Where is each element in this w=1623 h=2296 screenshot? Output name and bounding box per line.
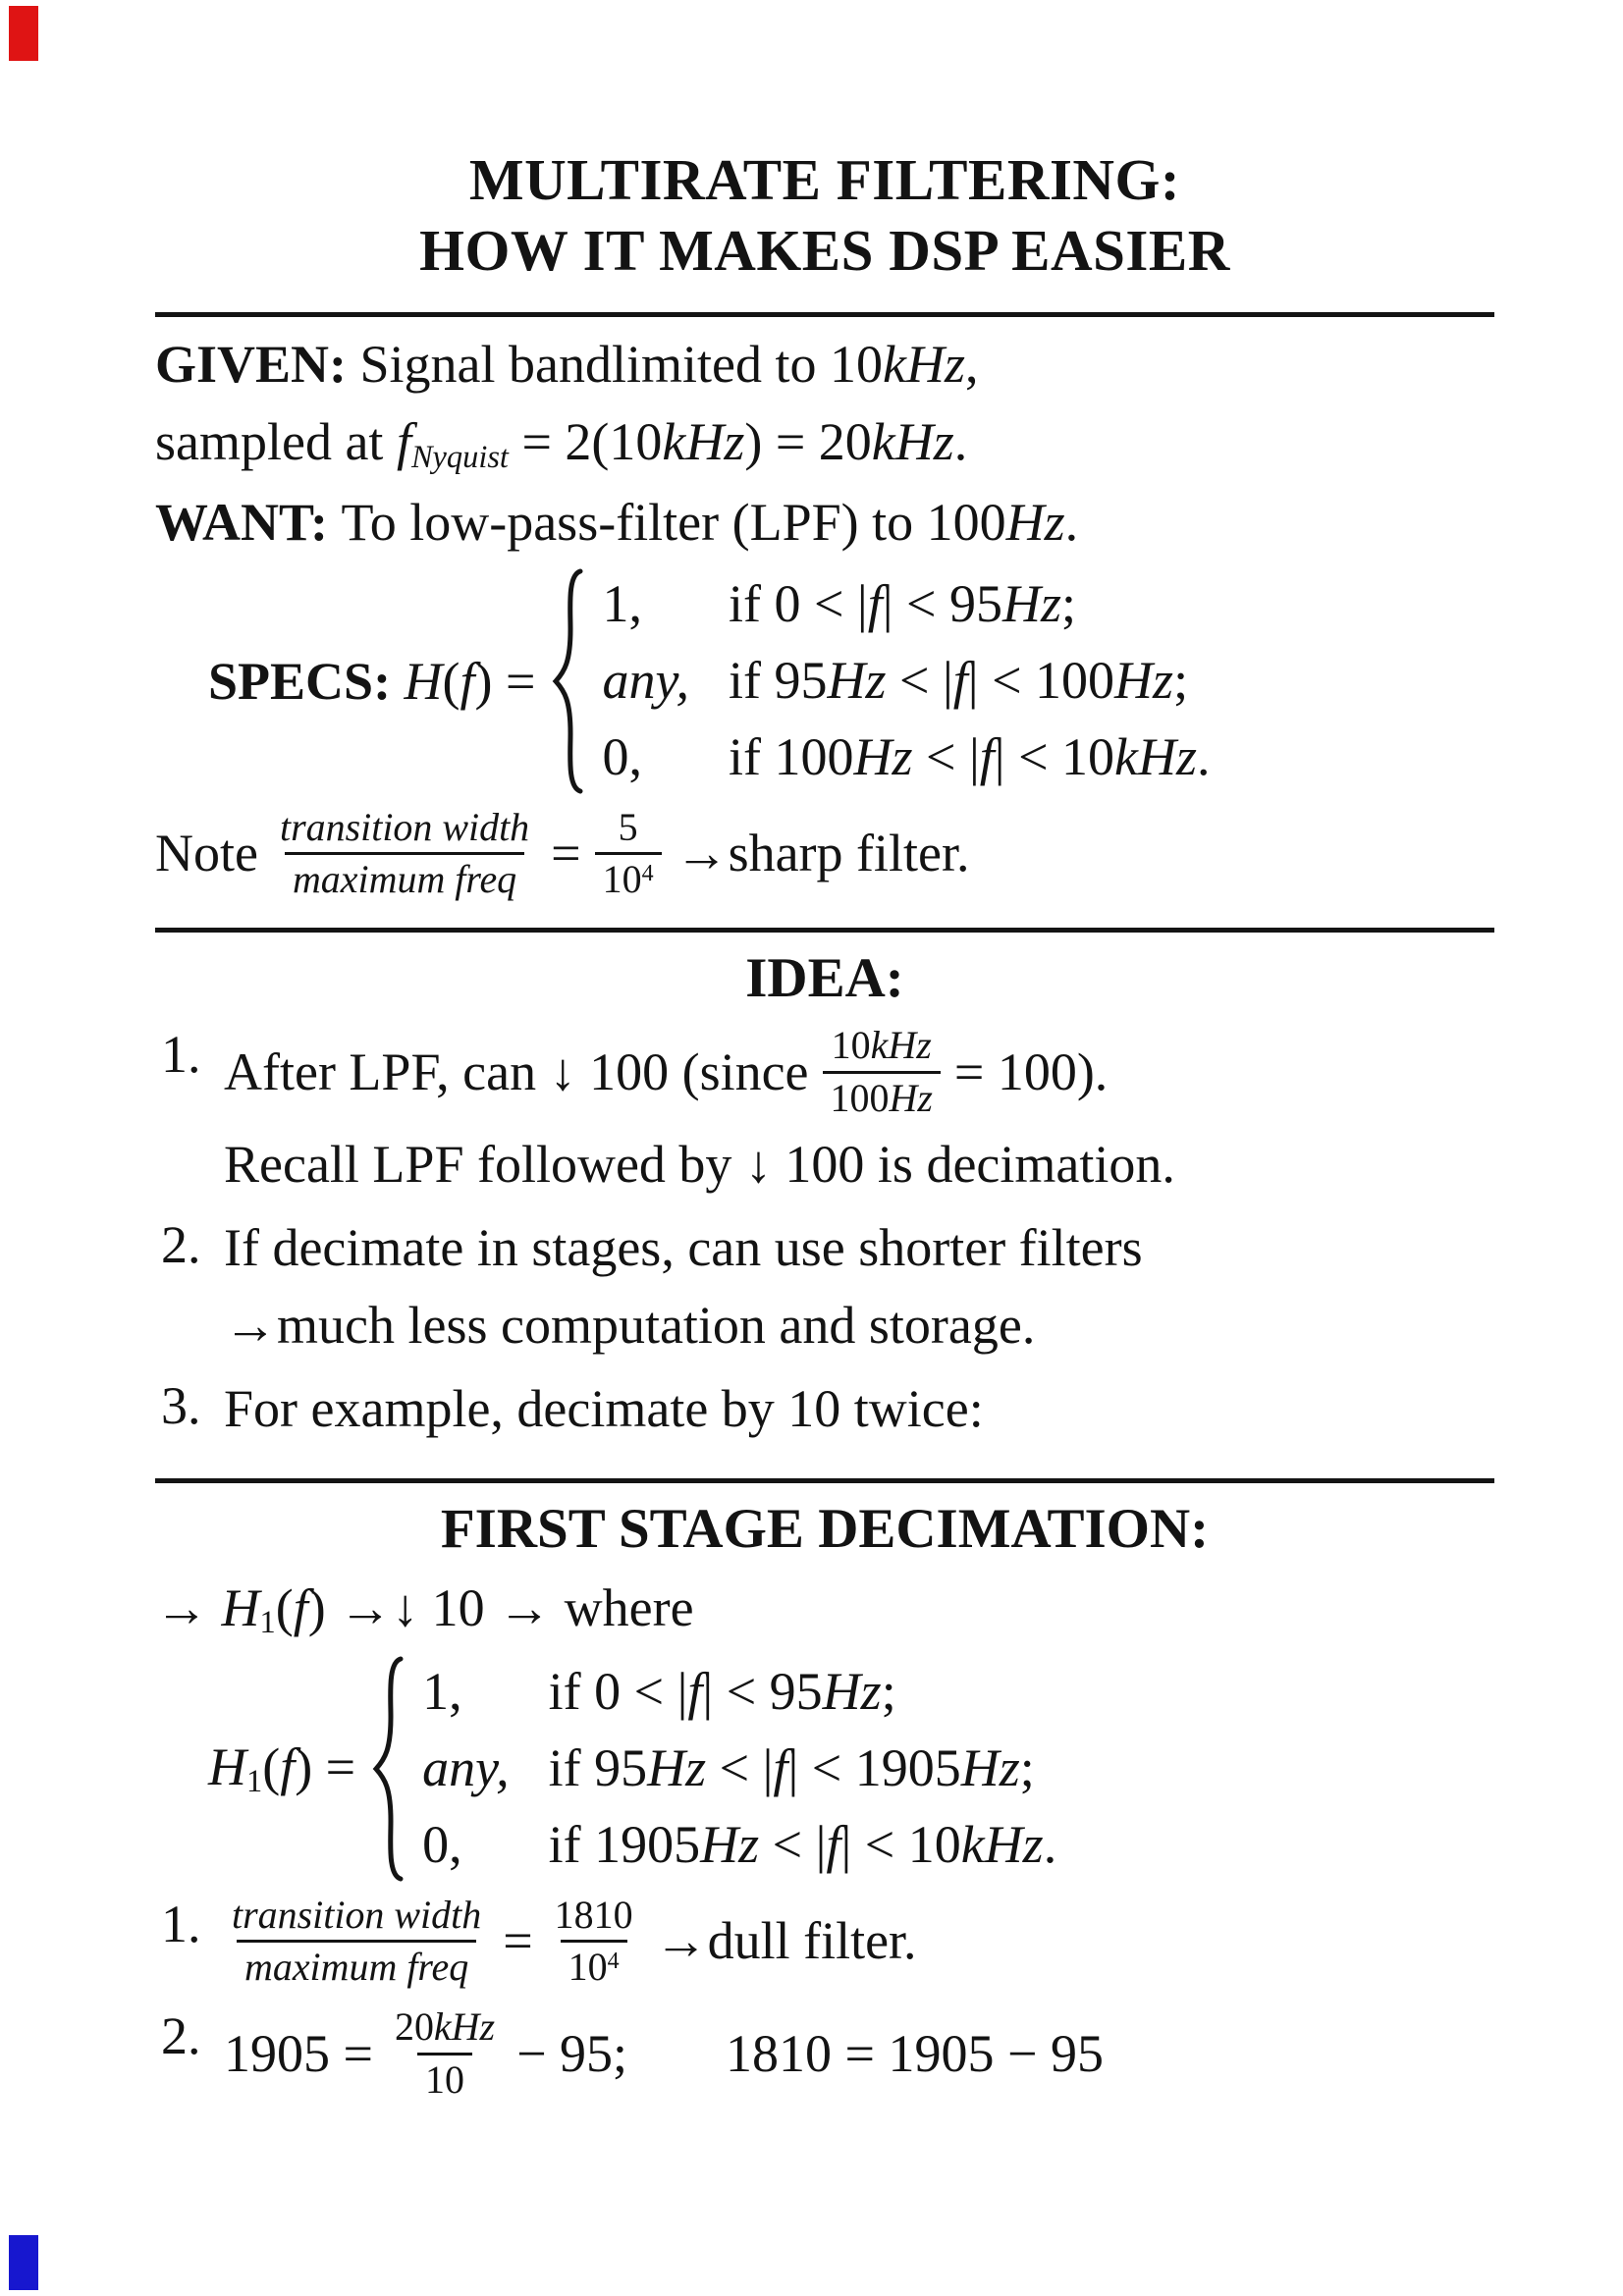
sampled-line: sampled at fNyquist = 2(10kHz) = 20kHz. [155, 412, 968, 476]
text-segment: After LPF, can ↓ 100 (since [224, 1041, 809, 1101]
fraction-numerator: 20kHz [394, 2004, 496, 2050]
specs-definition [208, 566, 1494, 796]
left-brace-icon [551, 566, 586, 796]
fraction-denominator: 100Hz [823, 1071, 941, 1121]
case-value: 1, [422, 1661, 462, 1721]
title-line-1: MULTIRATE FILTERING: [468, 147, 1181, 212]
h1-lhs: H1(f) = [208, 1737, 356, 1800]
case-value: 0, [422, 1814, 462, 1874]
case-condition: if 95Hz < |f| < 1905Hz; [548, 1737, 1035, 1797]
want-line: WANT: To low-pass-filter (LPF) to 100Hz. [155, 492, 1079, 552]
specs-cases [602, 572, 1210, 790]
idea-item3-line1: For example, decimate by 10 twice: [224, 1378, 984, 1438]
item-text [224, 2005, 1494, 2111]
case-condition: if 0 < |f| < 95Hz; [728, 573, 1077, 633]
text-segment: 1810 = 1905 − 95 [726, 2023, 1104, 2083]
section-given [155, 331, 1494, 902]
fraction-denominator: maximum freq [237, 1940, 476, 1990]
list-item [161, 1894, 1494, 2000]
fraction-numerator: 10kHz [831, 1023, 932, 1068]
divider-2 [155, 928, 1494, 933]
fraction [823, 1024, 941, 1120]
list-item [161, 1214, 1494, 1369]
first-stage-item1-line [224, 1894, 1494, 1990]
section-idea [155, 946, 1494, 1453]
fraction [272, 806, 537, 902]
note-line [155, 806, 1494, 902]
given-line: GIVEN: Signal bandlimited to 10kHz, [155, 334, 979, 394]
fraction-denominator: 10 [417, 2053, 472, 2103]
item-text [224, 1894, 1494, 2000]
list-item [161, 1375, 1494, 1453]
page-title [155, 145, 1494, 287]
equals-sign: = [551, 824, 581, 883]
red-corner-mark [9, 6, 38, 61]
title-line-2: HOW IT MAKES DSP EASIER [419, 217, 1230, 283]
case-value: any, [422, 1737, 510, 1797]
fraction-denominator: maximum freq [285, 852, 524, 902]
item-number: 2. [161, 2006, 201, 2066]
equals-sign: = [503, 1911, 533, 1971]
case-value: any, [602, 650, 689, 710]
item-number: 1. [161, 1894, 201, 1953]
idea-item2-line2: →much less computation and storage. [224, 1295, 1036, 1355]
fraction-numerator: transition width [279, 804, 530, 849]
h1-cases [422, 1660, 1056, 1878]
fraction-numerator: 5 [618, 804, 638, 849]
case-condition: if 100Hz < |f| < 10kHz. [728, 726, 1211, 786]
fraction [547, 1894, 641, 1990]
text-segment: − 95; [516, 2023, 628, 2083]
list-item [161, 1024, 1494, 1208]
case-value: 0, [602, 726, 642, 786]
blue-corner-mark [9, 2235, 38, 2290]
note-tail: →sharp filter. [675, 824, 970, 883]
text-segment: →dull filter. [654, 1911, 917, 1971]
section-first-stage [155, 1497, 1494, 2112]
idea-heading: IDEA: [745, 947, 904, 1010]
note-lead: Note [155, 824, 258, 883]
item-text [224, 1024, 1494, 1208]
fraction [224, 1894, 489, 1990]
idea-item1-line2: Recall LPF followed by ↓ 100 is decimation. [224, 1134, 1175, 1194]
fraction-denominator: $10^4$ [595, 852, 662, 902]
item-number: 2. [161, 1214, 201, 1274]
item-text [224, 1375, 1494, 1453]
decimation-flow-line: → H1(f) →↓ 10 → where [155, 1578, 694, 1641]
fraction-numerator: transition width [232, 1892, 482, 1937]
item-number: 1. [161, 1025, 201, 1085]
text-segment: = 100). [953, 1041, 1109, 1101]
list-item [161, 2005, 1494, 2111]
fraction-numerator: 1810 [554, 1892, 633, 1937]
item-text [224, 1214, 1494, 1369]
h1-definition [208, 1654, 1494, 1884]
specs-lhs: SPECS: H(f) = [208, 651, 536, 711]
first-stage-item2-line [224, 2005, 1494, 2102]
fraction-denominator: $10^4$ [561, 1940, 627, 1990]
left-brace-icon [371, 1654, 406, 1884]
page-content [155, 145, 1494, 2118]
text-segment: 1905 = [224, 2023, 373, 2083]
item-number: 3. [161, 1375, 201, 1435]
case-condition: if 1905Hz < |f| < 10kHz. [548, 1814, 1057, 1874]
first-stage-heading: FIRST STAGE DECIMATION: [440, 1498, 1210, 1561]
divider-3 [155, 1478, 1494, 1483]
idea-item1-line1 [224, 1024, 1494, 1120]
fraction [387, 2005, 503, 2102]
idea-item2-line1: If decimate in stages, can use shorter filters [224, 1217, 1143, 1277]
divider-1 [155, 312, 1494, 317]
case-value: 1, [602, 573, 642, 633]
case-condition: if 95Hz < |f| < 100Hz; [728, 650, 1189, 710]
case-condition: if 0 < |f| < 95Hz; [548, 1661, 896, 1721]
fraction [595, 806, 662, 902]
